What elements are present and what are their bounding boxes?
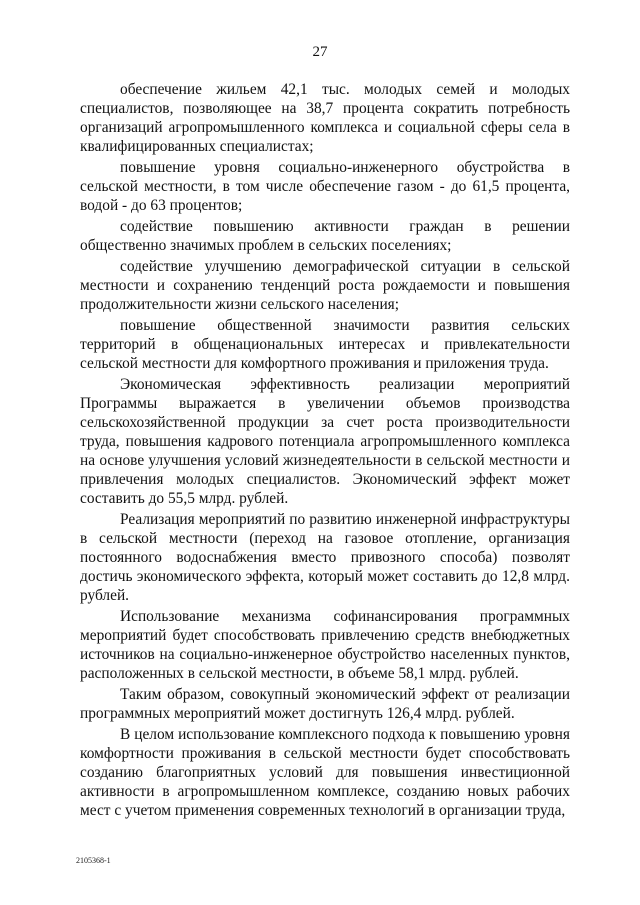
paragraph-8: Использование механизма софинансирования программных мероприятий будет способствовать привлечению средств внебюджетных источников на социально-инженерное обустройство населенных пунктов, расположенных в сельской местности, в объеме 58,1 млрд. рублей. <box>80 608 570 682</box>
paragraph-6: Экономическая эффективность реализации мероприятий Программы выражается в увеличении объемов производства сельскохозяйственной продукции за счет роста производительности труда, повышения кадрового потенциала агропромышленного комплекса на основе улучшения условий жизнедеятельности в сельской местности и привлечения молодых специалистов. Экономический эффект может составить до 55,5 млрд. рублей. <box>80 376 570 507</box>
paragraph-2: повышение уровня социально-инженерного обустройства в сельской местности, в том числе обеспечение газом - до 61,5 процента, водой - до 63 процентов; <box>80 159 570 214</box>
paragraph-9: Таким образом, совокупный экономический эффект от реализации программных мероприятий может достигнуть 126,4 млрд. рублей. <box>80 686 570 722</box>
page-number: 27 <box>312 44 328 60</box>
paragraph-1: обеспечение жильем 42,1 тыс. молодых семей и молодых специалистов, позволяющее на 38,7 процента сократить потребность организаций агропромышленного комплекса и социальной сферы села в квалифицированных специалистах; <box>80 81 570 155</box>
paragraph-3: содействие повышению активности граждан в решении общественно значимых проблем в сельских поселениях; <box>80 218 570 254</box>
document-code: 2105368-1 <box>76 856 111 865</box>
paragraph-10: В целом использование комплексного подхода к повышению уровня комфортности проживания в сельской местности будет способствовать созданию благоприятных условий для повышения инвестиционной активности в агропромышленном комплексе, созданию новых рабочих мест с учетом применения современных технологий в организации труда, <box>80 726 570 819</box>
paragraph-4: содействие улучшению демографической ситуации в сельской местности и сохранению тенденций роста рождаемости и повышения продолжительности жизни сельского населения; <box>80 258 570 313</box>
paragraph-5: повышение общественной значимости развития сельских территорий в общенациональных интересах и привлекательности сельской местности для комфортного проживания и приложения труда. <box>80 317 570 372</box>
paragraph-7: Реализация мероприятий по развитию инженерной инфраструктуры в сельской местности (переход на газовое отопление, организация постоянного водоснабжения вместо привозного способа) позволят достичь экономического эффекта, который может составить до 12,8 млрд. рублей. <box>80 511 570 604</box>
document-body <box>80 80 570 822</box>
